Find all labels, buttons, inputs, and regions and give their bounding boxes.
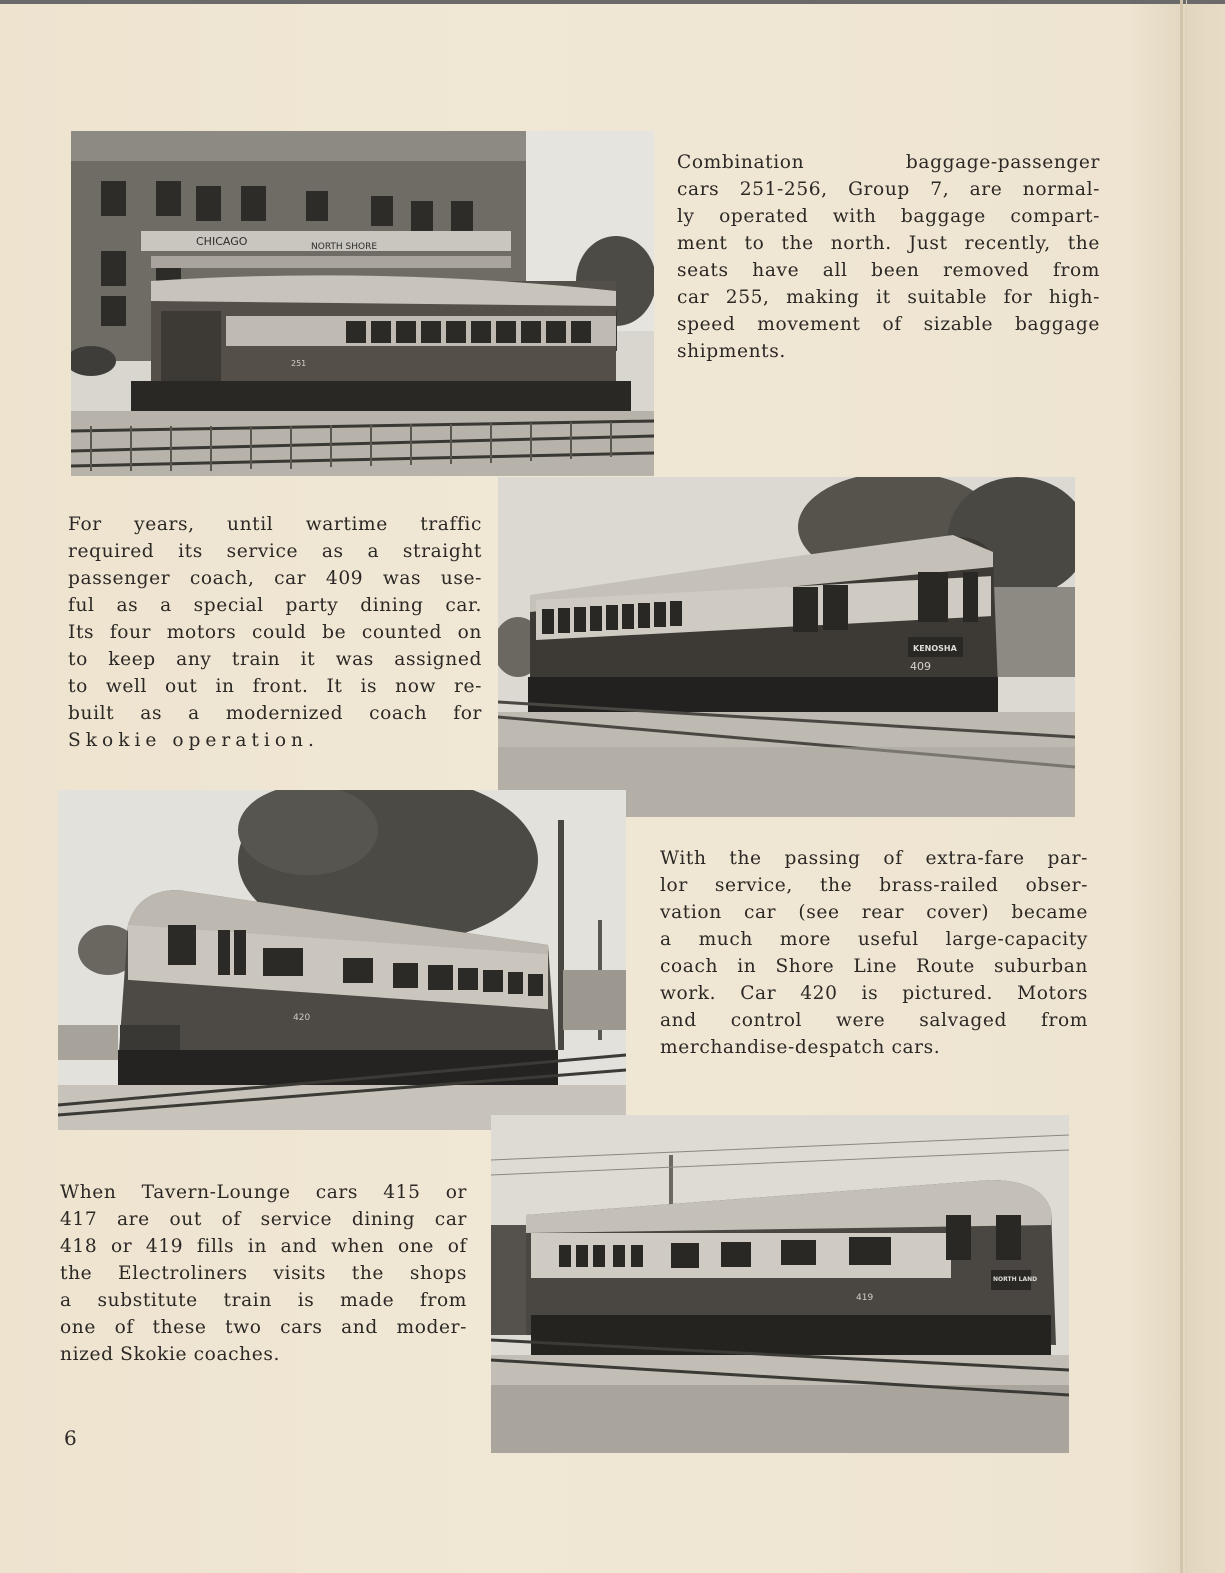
caption-line: Skokie operation. xyxy=(68,730,319,751)
caption-line: ful as a special party dining car. xyxy=(68,595,482,616)
caption-line: work. Car 420 is pictured. Motors xyxy=(660,983,1088,1004)
caption-line: coach in Shore Line Route suburban xyxy=(660,956,1088,977)
caption-line: required its service as a straight xyxy=(68,541,482,562)
car-number: 251 xyxy=(291,359,307,368)
photo-car-409 xyxy=(498,477,1075,817)
caption-line: With the passing of extra-fare par- xyxy=(660,848,1088,869)
caption-line: passenger coach, car 409 was use- xyxy=(68,568,482,589)
caption-line: lor service, the brass-railed obser- xyxy=(660,875,1088,896)
caption-line: the Electroliners visits the shops xyxy=(60,1263,467,1284)
caption-line: vation car (see rear cover) became xyxy=(660,902,1088,923)
caption-car-419 xyxy=(60,1179,467,1368)
caption-line: cars 251-256, Group 7, are normal- xyxy=(677,179,1100,200)
caption-line: to keep any train it was assigned xyxy=(68,649,482,670)
caption-line: seats have all been removed from xyxy=(677,260,1100,281)
caption-line: nized Skokie coaches. xyxy=(60,1344,281,1365)
caption-car-420 xyxy=(660,845,1088,1061)
caption-line: ly operated with baggage compart- xyxy=(677,206,1100,227)
caption-line: and control were salvaged from xyxy=(660,1010,1088,1031)
dest-sign: NORTH LAND xyxy=(993,1276,1038,1283)
dest-sign: KENOSHA xyxy=(913,644,957,653)
page-fold xyxy=(1180,0,1183,1573)
caption-line: 418 or 419 fills in and when one of xyxy=(60,1236,467,1257)
caption-line: Its four motors could be counted on xyxy=(68,622,482,643)
caption-line: When Tavern-Lounge cars 415 or xyxy=(60,1182,467,1203)
building-sign-2: NORTH SHORE xyxy=(311,242,378,252)
photo-car-419 xyxy=(491,1115,1069,1453)
caption-line: merchandise-despatch cars. xyxy=(660,1037,941,1058)
car-number: 409 xyxy=(910,660,931,673)
caption-line: a substitute train is made from xyxy=(60,1290,467,1311)
caption-line: built as a modernized coach for xyxy=(68,703,482,724)
caption-line: one of these two cars and moder- xyxy=(60,1317,467,1338)
caption-line: car 255, making it suitable for high- xyxy=(677,287,1100,308)
caption-line: 417 are out of service dining car xyxy=(60,1209,467,1230)
caption-line: a much more useful large-capacity xyxy=(660,929,1088,950)
caption-line: speed movement of sizable baggage xyxy=(677,314,1100,335)
caption-car-251 xyxy=(677,149,1100,365)
page-fold-line xyxy=(1186,0,1187,1573)
car-number: 419 xyxy=(856,1293,874,1303)
caption-line: shipments. xyxy=(677,341,786,362)
caption-line: For years, until wartime traffic xyxy=(68,514,482,535)
page-top-edge xyxy=(0,0,1225,4)
building-sign: CHICAGO xyxy=(196,235,248,248)
caption-line: ment to the north. Just recently, the xyxy=(677,233,1100,254)
photo-car-420 xyxy=(58,790,626,1130)
page-number: 6 xyxy=(64,1426,77,1450)
photo-car-251 xyxy=(71,131,654,476)
caption-line: Combination baggage-passenger xyxy=(677,152,1100,173)
caption-line: to well out in front. It is now re- xyxy=(68,676,482,697)
caption-car-409 xyxy=(68,511,482,754)
car-number: 420 xyxy=(293,1013,311,1023)
